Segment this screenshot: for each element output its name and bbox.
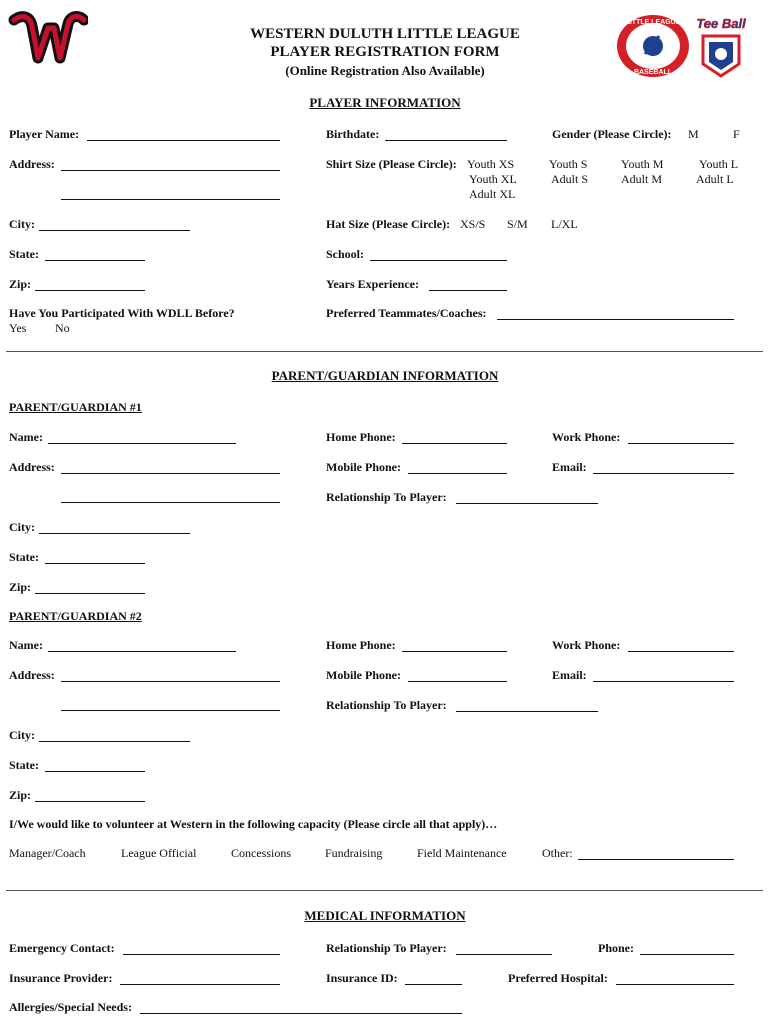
player-zip-field[interactable] [35, 290, 145, 291]
hat-size-option[interactable]: L/XL [551, 217, 578, 231]
form-subtitle: (Online Registration Also Available) [285, 63, 485, 78]
shirt-size-label: Shirt Size (Please Circle): [326, 157, 457, 171]
guardian-1-city-field[interactable] [39, 533, 190, 534]
player-name-field[interactable] [87, 140, 280, 141]
guardian-2-mobile-phone-field[interactable] [408, 681, 507, 682]
player-state-field[interactable] [45, 260, 145, 261]
guardian-1-home-phone-field[interactable] [402, 443, 507, 444]
shirt-size-option[interactable]: Youth L [699, 157, 739, 171]
player-info-heading: PLAYER INFORMATION [309, 95, 461, 110]
shirt-size-option[interactable]: Adult XL [469, 187, 516, 201]
gender-label: Gender (Please Circle): [552, 127, 672, 141]
medical-phone-field[interactable] [640, 954, 734, 955]
volunteer-option[interactable]: Manager/Coach [9, 846, 86, 860]
school-field[interactable] [370, 260, 507, 261]
guardian-1-mobile-phone-field[interactable] [408, 473, 507, 474]
shirt-size-option[interactable]: Adult M [621, 172, 663, 186]
shirt-size-option[interactable]: Adult S [551, 172, 589, 186]
parent-info-heading: PARENT/GUARDIAN INFORMATION [271, 368, 499, 383]
player-state-label: State: [9, 247, 39, 261]
guardian-1-address-label: Address: [9, 460, 55, 474]
guardian-2-city-label: City: [9, 728, 35, 742]
insurance-provider-field[interactable] [120, 984, 280, 985]
volunteer-option[interactable]: Field Maintenance [417, 846, 507, 860]
shirt-size-option[interactable]: Adult L [696, 172, 734, 186]
player-city-label: City: [9, 217, 35, 231]
guardian-1-state-field[interactable] [45, 563, 145, 564]
guardian-1-city-label: City: [9, 520, 35, 534]
guardian-2-state-label: State: [9, 758, 39, 772]
guardian-1-address-field-2[interactable] [61, 502, 280, 503]
section-divider [6, 351, 763, 352]
guardian-1-name-field[interactable] [48, 443, 236, 444]
guardian-1-zip-field[interactable] [35, 593, 145, 594]
guardian-1-email-field[interactable] [593, 473, 734, 474]
guardian-2-relationship-field[interactable] [456, 711, 598, 712]
guardian-2-state-field[interactable] [45, 771, 145, 772]
guardian-1-state-label: State: [9, 550, 39, 564]
guardian-2-home-phone-field[interactable] [402, 651, 507, 652]
little-league-baseball-logo [615, 14, 691, 78]
player-city-field[interactable] [39, 230, 190, 231]
volunteer-other-field[interactable] [578, 859, 734, 860]
guardian-1-email-label: Email: [552, 460, 587, 474]
guardian-1-heading: PARENT/GUARDIAN #1 [9, 400, 142, 414]
shirt-size-option[interactable]: Youth XL [469, 172, 517, 186]
tee-ball-text: Tee Ball [696, 16, 746, 31]
teammates-label: Preferred Teammates/Coaches: [326, 306, 487, 320]
ll-logo-bottom-text: BASEBALL [633, 69, 673, 76]
form-title-line-2: PLAYER REGISTRATION FORM [270, 44, 500, 60]
school-label: School: [326, 247, 365, 261]
player-name-label: Player Name: [9, 127, 80, 141]
insurance-provider-label: Insurance Provider: [9, 971, 113, 985]
player-address-field-1[interactable] [61, 170, 280, 171]
guardian-2-address-label: Address: [9, 668, 55, 682]
guardian-2-address-field-1[interactable] [61, 681, 280, 682]
tee-ball-logo [693, 14, 749, 78]
hat-size-option[interactable]: S/M [507, 217, 528, 231]
section-divider [6, 890, 763, 891]
insurance-id-label: Insurance ID: [326, 971, 398, 985]
medical-relationship-label: Relationship To Player: [326, 941, 447, 955]
preferred-hospital-field[interactable] [616, 984, 734, 985]
guardian-1-name-label: Name: [9, 430, 43, 444]
emergency-contact-field[interactable] [123, 954, 280, 955]
emergency-contact-label: Emergency Contact: [9, 941, 115, 955]
medical-phone-label: Phone: [598, 941, 634, 955]
insurance-id-field[interactable] [405, 984, 462, 985]
years-experience-field[interactable] [429, 290, 507, 291]
hat-size-label: Hat Size (Please Circle): [326, 217, 451, 231]
participated-label: Have You Participated With WDLL Before? [9, 306, 235, 320]
volunteer-prompt: I/We would like to volunteer at Western in the following capacity (Please circle all that apply)… [9, 817, 498, 831]
guardian-2-email-label: Email: [552, 668, 587, 682]
birthdate-field[interactable] [385, 140, 507, 141]
shirt-size-option[interactable]: Youth S [549, 157, 588, 171]
guardian-2-address-field-2[interactable] [61, 710, 280, 711]
player-address-field-2[interactable] [61, 199, 280, 200]
volunteer-option[interactable]: Fundraising [325, 846, 383, 860]
guardian-2-name-label: Name: [9, 638, 43, 652]
guardian-2-work-phone-label: Work Phone: [552, 638, 621, 652]
shirt-size-option[interactable]: Youth XS [467, 157, 515, 171]
player-zip-label: Zip: [9, 277, 32, 291]
guardian-2-heading: PARENT/GUARDIAN #2 [9, 609, 142, 623]
shirt-size-option[interactable]: Youth M [621, 157, 664, 171]
player-address-label: Address: [9, 157, 55, 171]
hat-size-option[interactable]: XS/S [460, 217, 486, 231]
guardian-2-city-field[interactable] [39, 741, 190, 742]
allergies-label: Allergies/Special Needs: [9, 1000, 132, 1014]
guardian-2-work-phone-field[interactable] [628, 651, 734, 652]
birthdate-label: Birthdate: [326, 127, 380, 141]
allergies-field[interactable] [140, 1013, 462, 1014]
guardian-1-zip-label: Zip: [9, 580, 32, 594]
guardian-2-zip-field[interactable] [35, 801, 145, 802]
form-title-line-1: WESTERN DULUTH LITTLE LEAGUE [250, 26, 520, 42]
guardian-2-relationship-label: Relationship To Player: [326, 698, 447, 712]
guardian-2-name-field[interactable] [48, 651, 236, 652]
gender-option-f[interactable]: F [733, 127, 740, 141]
guardian-1-relationship-field[interactable] [456, 503, 598, 504]
participated-yes[interactable]: Yes [9, 321, 27, 335]
volunteer-other-label: Other: [542, 846, 573, 860]
guardian-1-work-phone-label: Work Phone: [552, 430, 621, 444]
preferred-hospital-label: Preferred Hospital: [508, 971, 608, 985]
guardian-1-relationship-label: Relationship To Player: [326, 490, 447, 504]
guardian-1-home-phone-label: Home Phone: [326, 430, 396, 444]
volunteer-option[interactable]: Concessions [231, 846, 291, 860]
teammates-field[interactable] [497, 319, 734, 320]
guardian-2-mobile-phone-label: Mobile Phone: [326, 668, 401, 682]
guardian-2-home-phone-label: Home Phone: [326, 638, 396, 652]
guardian-1-work-phone-field[interactable] [628, 443, 734, 444]
guardian-1-address-field-1[interactable] [61, 473, 280, 474]
gender-option-m[interactable]: M [688, 127, 699, 141]
guardian-2-email-field[interactable] [593, 681, 734, 682]
guardian-1-mobile-phone-label: Mobile Phone: [326, 460, 401, 474]
ll-logo-top-text: LITTLE LEAGUE [625, 19, 681, 26]
years-experience-label: Years Experience: [326, 277, 419, 291]
medical-relationship-field[interactable] [456, 954, 552, 955]
medical-info-heading: MEDICAL INFORMATION [304, 908, 466, 923]
participated-no[interactable]: No [55, 321, 70, 335]
volunteer-option[interactable]: League Official [121, 846, 197, 860]
guardian-2-zip-label: Zip: [9, 788, 32, 802]
